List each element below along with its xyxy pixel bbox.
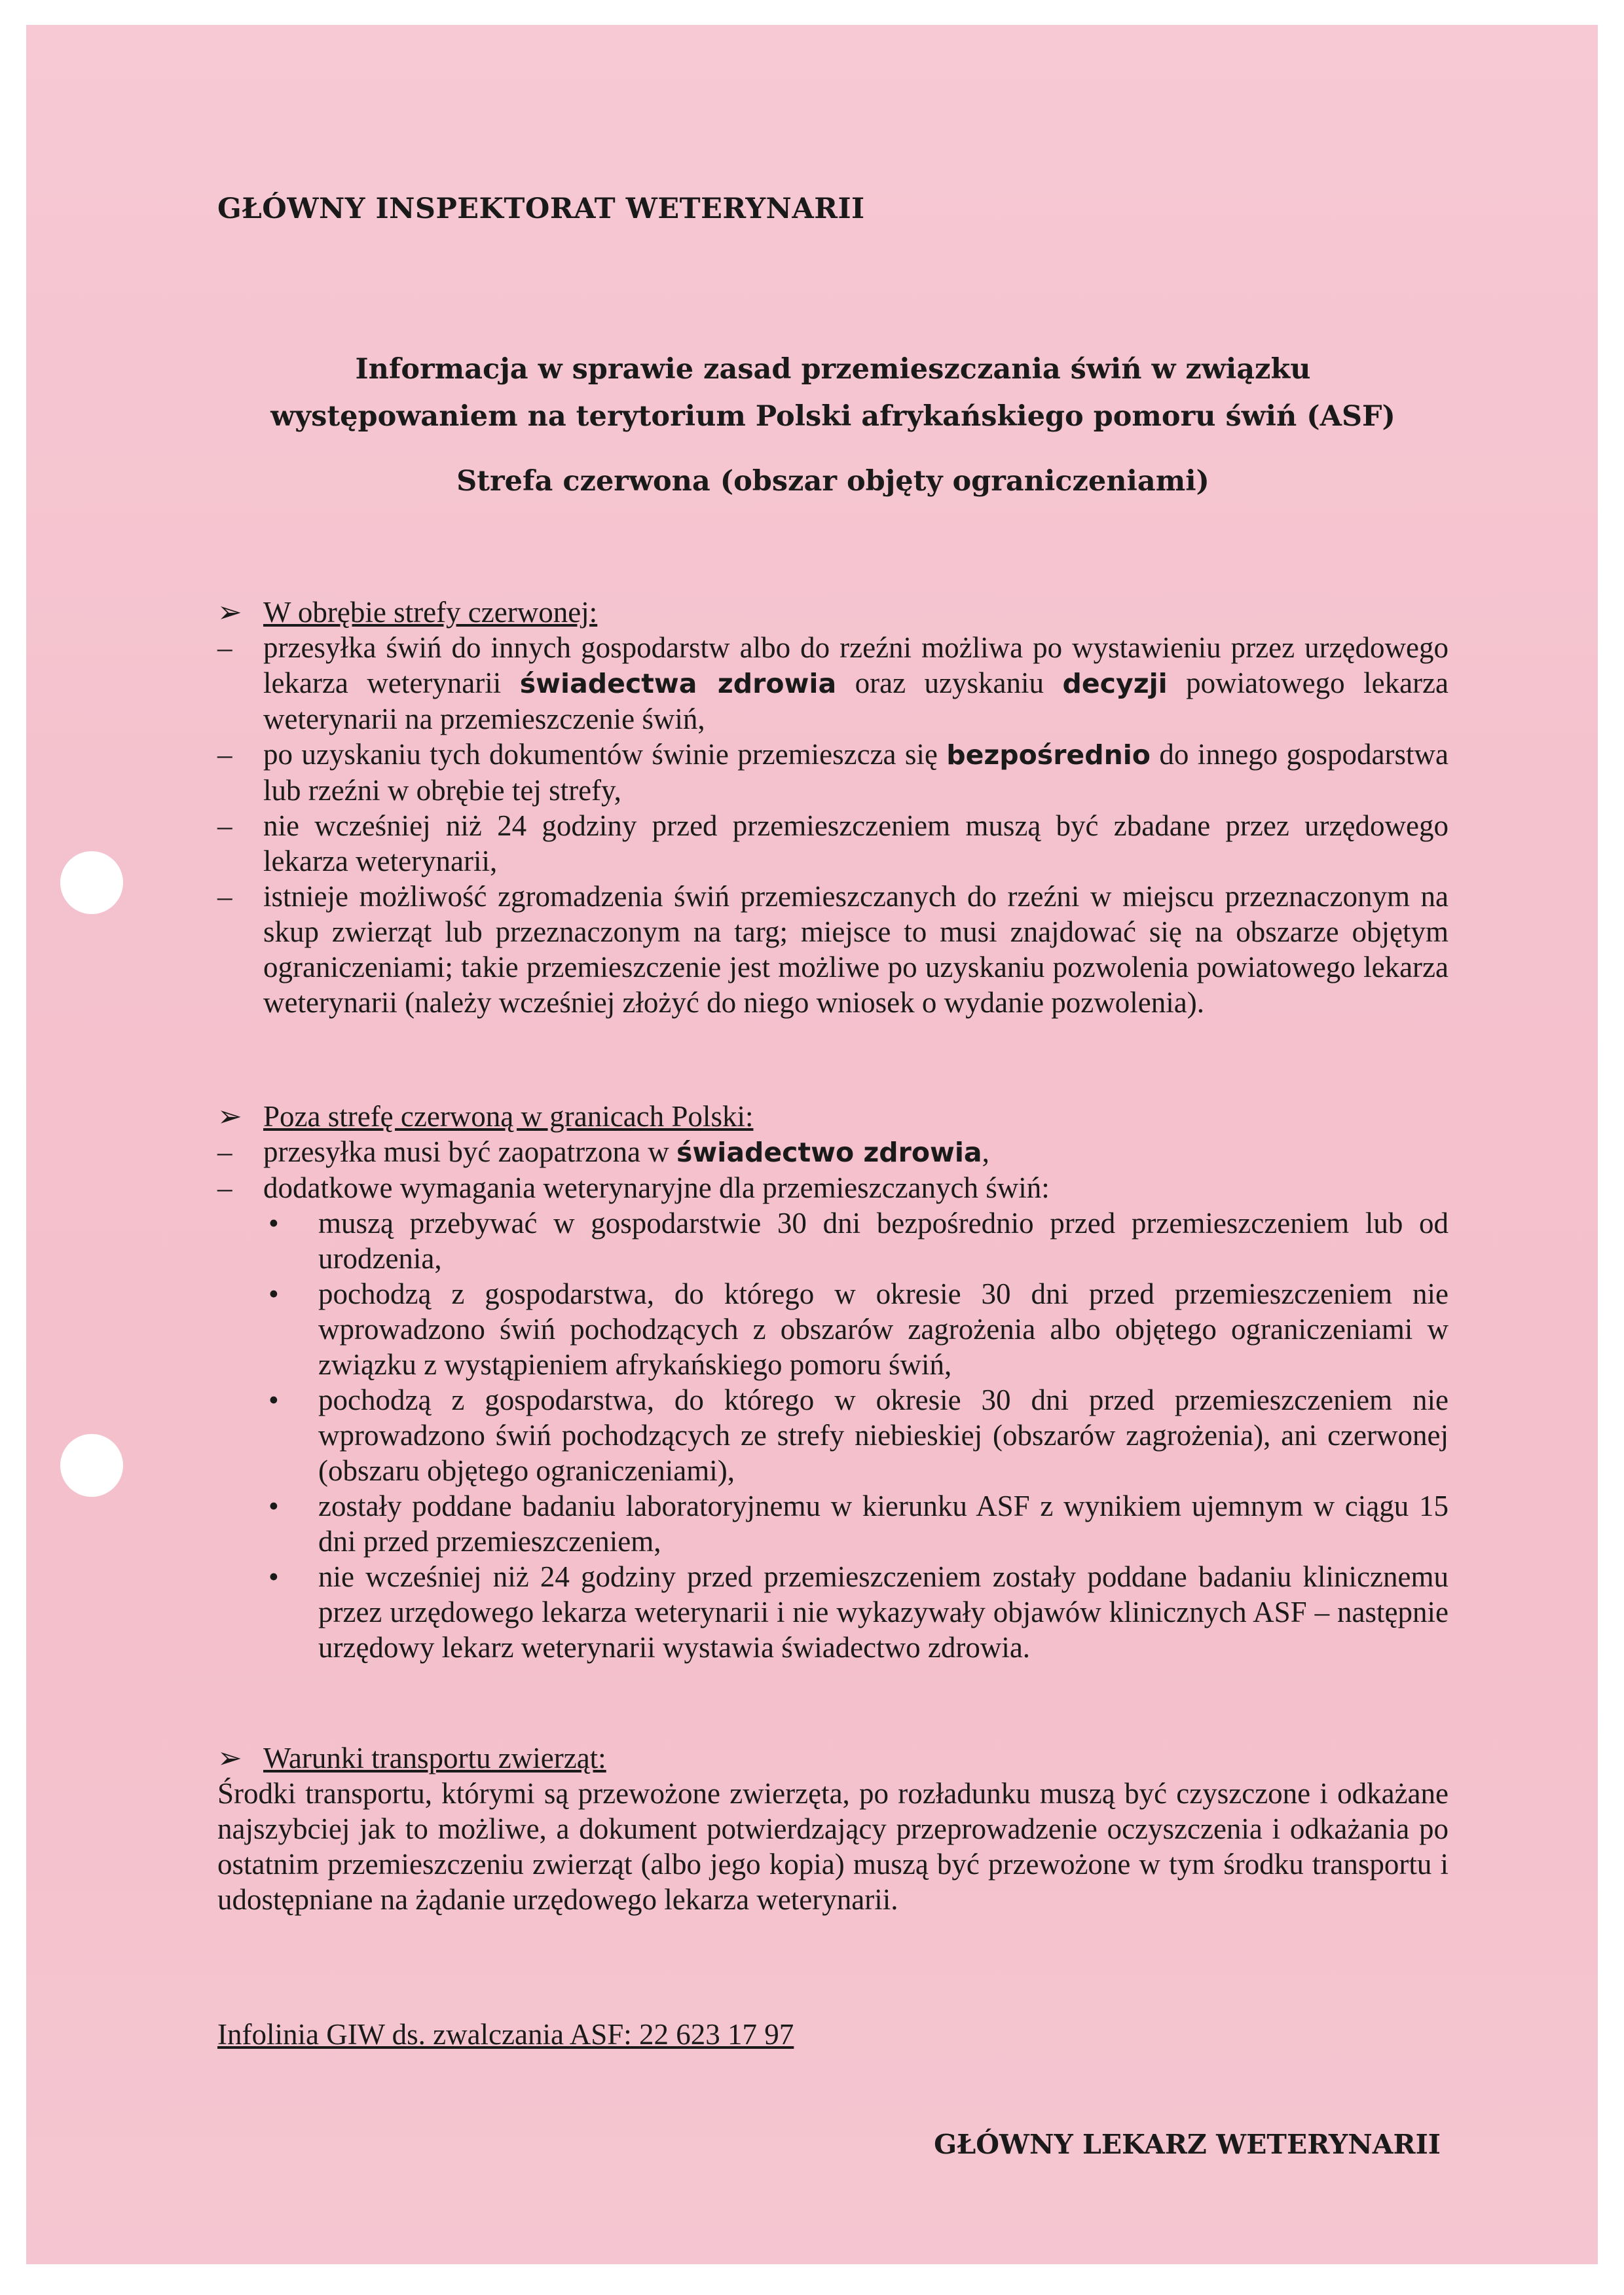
list-item: – przesyłka świń do innych gospodarstw albo do rzeźni możliwa po wystawieniu przez urzędowego lekarza weterynarii świadectwa zdrowia oraz uzyskaniu decyzji powiatowego lekarza weterynarii na przemieszczenie świń, <box>217 631 1449 735</box>
list-item: – przesyłka musi być zaopatrzona w świadectwo zdrowia, <box>217 1135 989 1168</box>
section-outside-red-zone <box>217 1099 1449 1665</box>
bullet-marker: • <box>268 1277 279 1310</box>
section-transport <box>217 1740 1449 1917</box>
organization-header: GŁÓWNY INSPEKTORAT WETERYNARII <box>217 193 865 225</box>
arrow-bullet-icon: ➢ <box>217 1100 242 1133</box>
requirement-item: • muszą przebywać w gospodarstwie 30 dni bezpośrednio przed przemieszczeniem lub od urodzenia, <box>268 1207 1449 1275</box>
section-red-zone <box>217 595 1449 1020</box>
arrow-bullet-icon: ➢ <box>217 1742 242 1774</box>
document-title <box>217 346 1449 440</box>
section-heading <box>217 1099 1449 1134</box>
signature-title: GŁÓWNY LEKARZ WETERYNARII <box>934 2129 1441 2160</box>
section-heading-label: Poza strefę czerwoną w granicach Polski: <box>263 1100 754 1133</box>
dash-marker: – <box>217 1171 232 1204</box>
dash-marker: – <box>217 880 232 913</box>
document-subtitle: Strefa czerwona (obszar objęty ograniczeniami) <box>456 465 1209 498</box>
punch-hole-top <box>60 851 123 914</box>
requirement-item: • nie wcześniej niż 24 godziny przed przemieszczeniem zostały poddane badaniu klinicznemu przez urzędowego lekarza weterynarii i nie wykazywały objawów klinicznych ASF – następnie urzędowy lekarz weterynarii wystawia świadectwo zdrowia. <box>268 1560 1449 1664</box>
document-page <box>26 25 1598 2264</box>
list-item: – dodatkowe wymagania weterynaryjne dla przemieszczanych świń: <box>217 1171 1050 1204</box>
section-heading <box>217 1740 1449 1776</box>
transport-paragraph: Środki transportu, którymi są przewożone zwierzęta, po rozładunku muszą być czyszczone i odkażane najszybciej jak to możliwe, a dokument potwierdzający przeprowadzenie oczyszczenia i odkażania po ostatnim przemieszczeniu zwierząt (albo jego kopia) muszą być przewożone w tym środku transportu i udostępniane na żądanie urzędowego lekarza weterynarii. <box>217 1777 1449 1916</box>
dash-marker: – <box>217 809 232 842</box>
title-line-2: występowaniem na terytorium Polski afrykańskiego pomoru świń (ASF) <box>270 400 1395 433</box>
section-heading <box>217 595 1449 630</box>
section-heading-label: W obrębie strefy czerwonej: <box>263 596 598 629</box>
section-heading-label: Warunki transportu zwierząt: <box>263 1742 606 1774</box>
requirement-item: • zostały poddane badaniu laboratoryjnemu w kierunku ASF z wynikiem ujemnym w ciągu 15 dni przed przemieszczeniem, <box>268 1490 1449 1558</box>
emphasis: świadectwo zdrowia <box>676 1137 982 1168</box>
emphasis: bezpośrednio <box>946 739 1151 771</box>
list-item: – istnieje możliwość zgromadzenia świń przemieszczanych do rzeźni w miejscu przeznaczonym na skup zwierząt lub przeznaczonym na targ; miejsce to musi znajdować się na obszarze objętym ograniczeniami; takie przemieszczenie jest możliwe po uzyskaniu pozwolenia powiatowego lekarza weterynarii (należy wcześniej złożyć do niego wniosek o wydanie pozwolenia). <box>217 880 1449 1019</box>
list-item: – nie wcześniej niż 24 godziny przed przemieszczeniem muszą być zbadane przez urzędowego lekarza weterynarii, <box>217 809 1449 877</box>
punch-hole-bottom <box>60 1434 123 1497</box>
requirement-item: • pochodzą z gospodarstwa, do którego w okresie 30 dni przed przemieszczeniem nie wprowadzono świń pochodzących ze strefy niebieskiej (obszarów zagrożenia), ani czerwonej (obszaru objętego ograniczeniami), <box>268 1384 1449 1487</box>
emphasis: decyzji <box>1062 668 1168 699</box>
requirement-item: • pochodzą z gospodarstwa, do którego w okresie 30 dni przed przemieszczeniem nie wprowadzono świń pochodzących z obszarów zagrożenia albo objętego ograniczeniami w związku z wystąpieniem afrykańskiego pomoru świń, <box>268 1277 1449 1381</box>
bullet-marker: • <box>268 1207 279 1239</box>
title-line-1: Informacja w sprawie zasad przemieszczania świń w związku <box>355 353 1311 386</box>
bullet-marker: • <box>268 1384 279 1416</box>
arrow-bullet-icon: ➢ <box>217 596 242 629</box>
dash-marker: – <box>217 738 232 771</box>
dash-marker: – <box>217 631 232 664</box>
hotline-info: Infolinia GIW ds. zwalczania ASF: 22 623 17 97 <box>217 2018 794 2051</box>
list-item: – po uzyskaniu tych dokumentów świnie przemieszcza się bezpośrednio do innego gospodarstwa lub rzeźni w obrębie tej strefy, <box>217 738 1449 807</box>
bullet-marker: • <box>268 1490 279 1522</box>
dash-marker: – <box>217 1135 232 1168</box>
bullet-marker: • <box>268 1560 279 1593</box>
emphasis: świadectwa zdrowia <box>519 668 837 699</box>
